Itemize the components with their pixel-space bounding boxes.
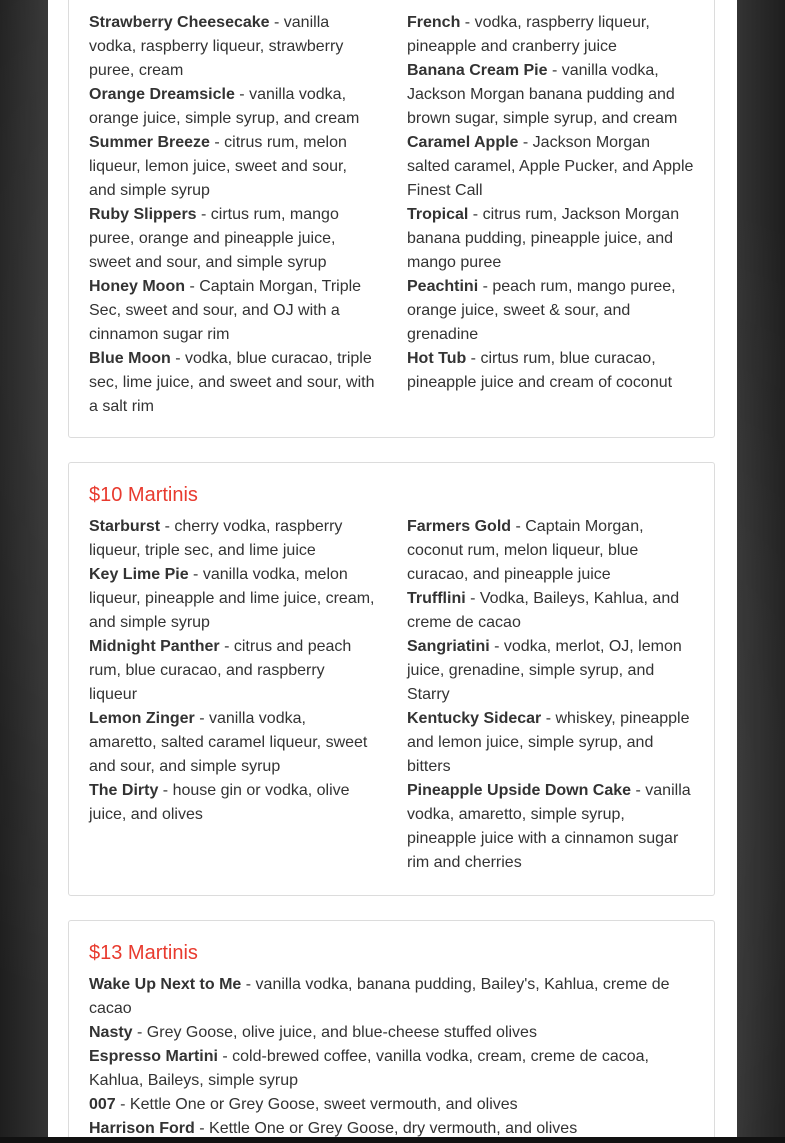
menu-item-name: Banana Cream Pie	[407, 62, 548, 79]
menu-item-description: - house gin or vodka, olive juice, and olives	[89, 782, 350, 823]
menu-item-description: - Captain Morgan, coconut rum, melon liqueur, blue curacao, and pineapple juice	[407, 518, 644, 583]
menu-item	[407, 131, 695, 203]
menu-item-description: - vanilla vodka, amaretto, simple syrup, pineapple juice with a cinnamon sugar rim and cherries	[407, 782, 691, 871]
menu-item-name: Blue Moon	[89, 350, 171, 367]
menu-column-full	[89, 973, 689, 1141]
menu-page	[48, 0, 737, 1143]
menu-item-description: - vodka, raspberry liqueur, pineapple and cranberry juice	[407, 14, 650, 55]
bottom-edge-bar	[0, 1137, 785, 1143]
menu-item	[407, 347, 695, 395]
menu-item-name: Pineapple Upside Down Cake	[407, 782, 632, 799]
menu-item	[407, 707, 695, 779]
menu-item-name: French	[407, 14, 461, 31]
menu-item-description: - vanilla vodka, raspberry liqueur, strawberry puree, cream	[89, 14, 344, 79]
menu-card-10-martinis	[68, 462, 715, 896]
menu-item	[89, 707, 377, 779]
menu-item-description: - whiskey, pineapple and lemon juice, simple syrup, and bitters	[407, 710, 690, 775]
menu-item	[407, 11, 695, 59]
menu-item-name: Trufflini	[407, 590, 466, 607]
menu-item-name: Sangriatini	[407, 638, 490, 655]
menu-item-description: - Kettle One or Grey Goose, dry vermouth, and olives	[194, 1120, 578, 1137]
menu-item	[89, 1045, 689, 1093]
menu-item-name: Starburst	[89, 518, 161, 535]
menu-item	[89, 131, 377, 203]
menu-item-name: 007	[89, 1096, 116, 1113]
menu-column-right	[407, 515, 695, 875]
menu-column-left	[89, 515, 377, 827]
menu-item-name: Midnight Panther	[89, 638, 220, 655]
menu-item-name: Wake Up Next to Me	[89, 976, 242, 993]
menu-item	[89, 11, 377, 83]
menu-item-name: Espresso Martini	[89, 1048, 218, 1065]
menu-item-name: Hot Tub	[407, 350, 467, 367]
menu-item	[89, 1021, 689, 1045]
menu-item	[407, 779, 695, 875]
menu-item-description: - vanilla vodka, orange juice, simple syrup, and cream	[89, 86, 360, 127]
menu-item-name: Nasty	[89, 1024, 133, 1041]
menu-item	[89, 635, 377, 707]
menu-item	[407, 587, 695, 635]
menu-item-description: - Captain Morgan, Triple Sec, sweet and sour, and OJ with a cinnamon sugar rim	[89, 278, 362, 343]
menu-item	[89, 203, 377, 275]
menu-item-name: Honey Moon	[89, 278, 185, 295]
menu-item	[89, 275, 377, 347]
menu-item	[407, 635, 695, 707]
menu-item-description: - citrus rum, melon liqueur, lemon juice, sweet and sour, and simple syrup	[89, 134, 347, 199]
menu-item-description: - citrus rum, Jackson Morgan banana pudding, pineapple juice, and mango puree	[407, 206, 680, 271]
menu-card-13-martinis	[68, 920, 715, 1143]
menu-item-description: - vanilla vodka, amaretto, salted caramel liqueur, sweet and sour, and simple syrup	[89, 710, 368, 775]
menu-item-name: Orange Dreamsicle	[89, 86, 235, 103]
menu-item-name: The Dirty	[89, 782, 159, 799]
menu-item-description: - cherry vodka, raspberry liqueur, triple sec, and lime juice	[89, 518, 343, 559]
section-title: $10 Martinis	[89, 484, 198, 506]
menu-item-description: - vanilla vodka, melon liqueur, pineapple and lime juice, cream, and simple syrup	[89, 566, 375, 631]
menu-item-description: - cirtus rum, mango puree, orange and pineapple juice, sweet and sour, and simple syrup	[89, 206, 339, 271]
menu-item	[89, 83, 377, 131]
menu-item-description: - vanilla vodka, Jackson Morgan banana pudding and brown sugar, simple syrup, and cream	[407, 62, 678, 127]
menu-card-martinis-continued	[68, 0, 715, 438]
menu-item	[407, 275, 695, 347]
menu-item-name: Peachtini	[407, 278, 479, 295]
menu-item	[89, 563, 377, 635]
menu-item-name: Harrison Ford	[89, 1120, 195, 1137]
menu-item	[407, 515, 695, 587]
menu-item	[89, 515, 377, 563]
menu-item-name: Farmers Gold	[407, 518, 512, 535]
menu-item-description: - vodka, blue curacao, triple sec, lime juice, and sweet and sour, with a salt rim	[89, 350, 375, 415]
section-title: $13 Martinis	[89, 942, 198, 964]
menu-item-name: Key Lime Pie	[89, 566, 189, 583]
menu-item-description: - Jackson Morgan salted caramel, Apple Pucker, and Apple Finest Call	[407, 134, 694, 199]
menu-item-description: - peach rum, mango puree, orange juice, sweet & sour, and grenadine	[407, 278, 676, 343]
menu-item-description: - cold-brewed coffee, vanilla vodka, cream, creme de cacoa, Kahlua, Baileys, simple syrup	[89, 1048, 649, 1089]
menu-item	[407, 203, 695, 275]
menu-item	[89, 347, 377, 419]
menu-item-name: Ruby Slippers	[89, 206, 197, 223]
menu-item-description: - cirtus rum, blue curacao, pineapple juice and cream of coconut	[407, 350, 673, 391]
menu-item-description: - Grey Goose, olive juice, and blue-cheese stuffed olives	[132, 1024, 537, 1041]
menu-item-description: - Vodka, Baileys, Kahlua, and creme de cacao	[407, 590, 680, 631]
menu-item-name: Kentucky Sidecar	[407, 710, 542, 727]
menu-item-name: Strawberry Cheesecake	[89, 14, 270, 31]
menu-item-name: Summer Breeze	[89, 134, 210, 151]
menu-item	[89, 1093, 689, 1117]
menu-column-left	[89, 11, 377, 419]
menu-item-description: - citrus and peach rum, blue curacao, and raspberry liqueur	[89, 638, 352, 703]
menu-item-name: Caramel Apple	[407, 134, 519, 151]
menu-item-name: Tropical	[407, 206, 469, 223]
menu-item-description: - vanilla vodka, banana pudding, Bailey's, Kahlua, creme de cacao	[89, 976, 670, 1017]
menu-item-name: Lemon Zinger	[89, 710, 195, 727]
menu-item-description: - vodka, merlot, OJ, lemon juice, grenadine, simple syrup, and Starry	[407, 638, 682, 703]
menu-item	[407, 59, 695, 131]
menu-item	[89, 779, 377, 827]
menu-item	[89, 973, 689, 1021]
menu-item-description: - Kettle One or Grey Goose, sweet vermouth, and olives	[115, 1096, 518, 1113]
menu-column-right	[407, 11, 695, 395]
